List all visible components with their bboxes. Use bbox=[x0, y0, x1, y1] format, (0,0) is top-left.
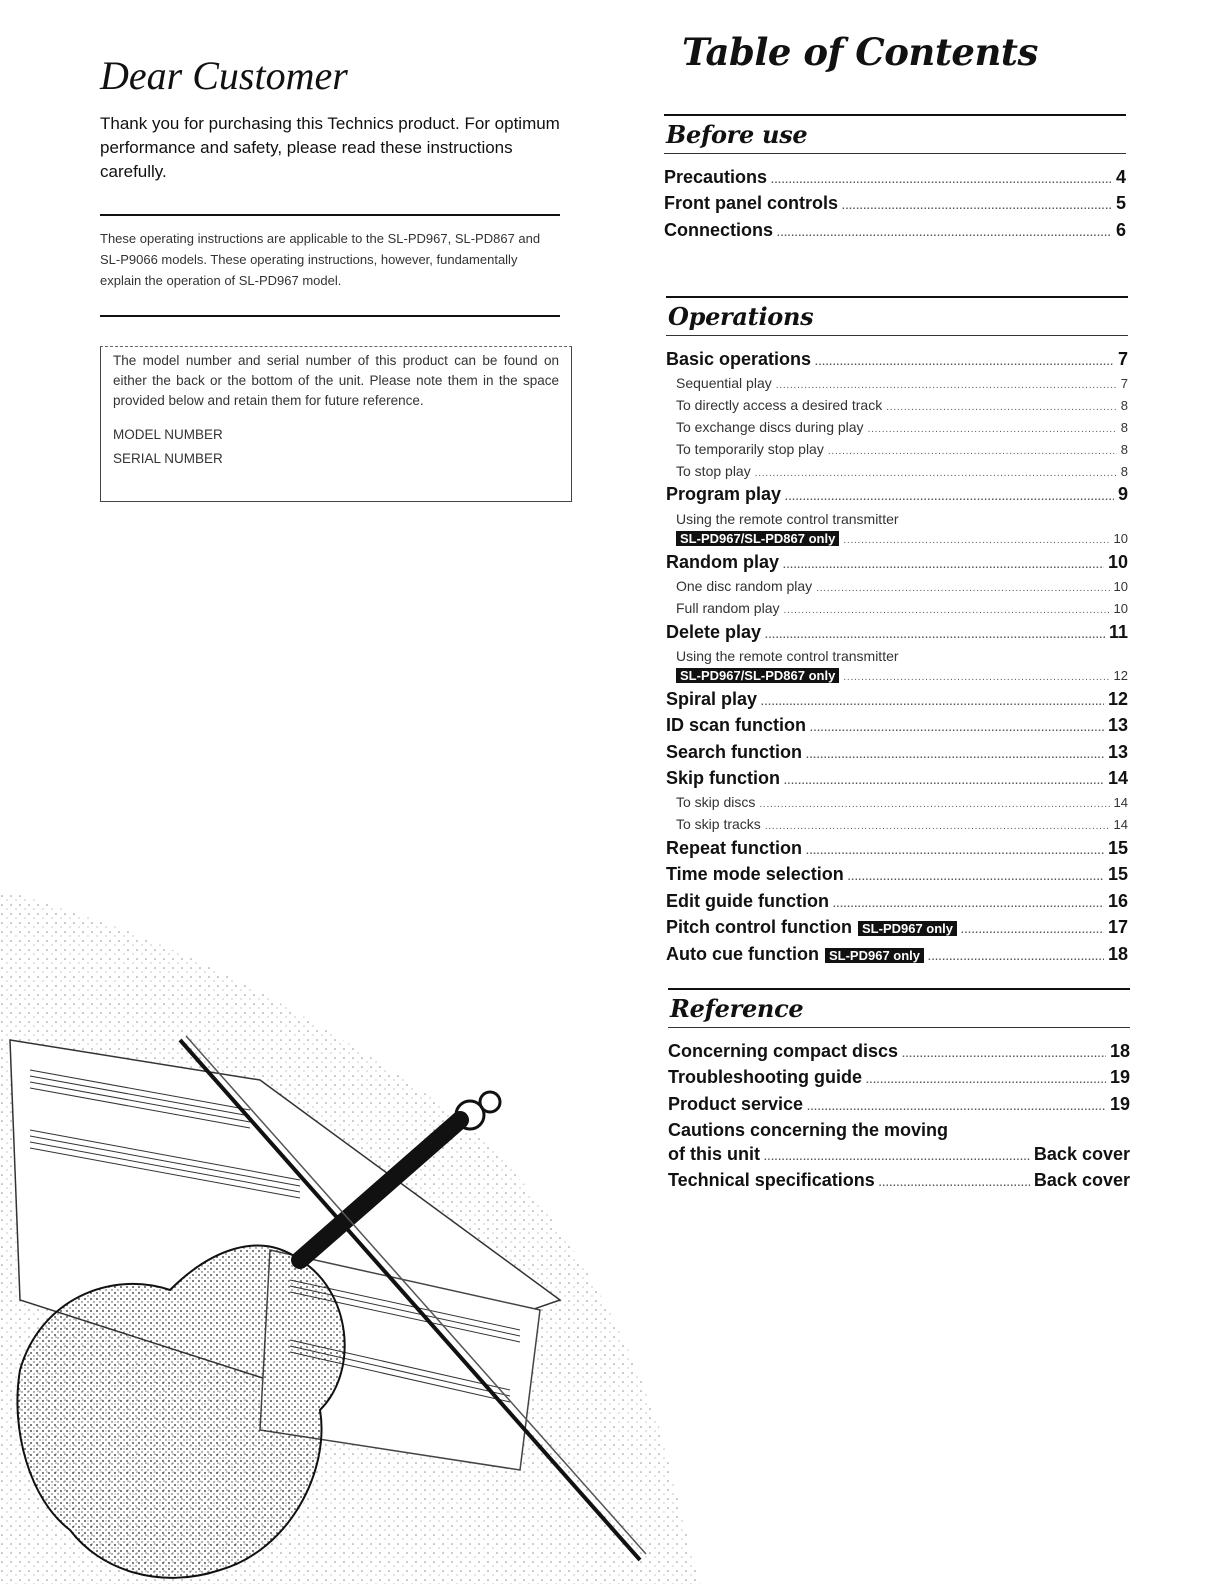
divider bbox=[100, 315, 560, 317]
toc-note: Using the remote control transmitter bbox=[676, 510, 899, 527]
toc-entry[interactable]: Skip function . . . 14 bbox=[666, 767, 1128, 793]
toc-entry[interactable]: Front panel controls . . . 5 bbox=[664, 192, 1126, 218]
toc-entry[interactable]: Precautions . . . 4 bbox=[664, 166, 1126, 192]
toc-entry[interactable]: Technical specifications . . . Back cover bbox=[668, 1169, 1130, 1195]
section-heading: Operations bbox=[668, 302, 814, 331]
toc-entry[interactable]: Pitch control function SL-PD967 only . . . 17 bbox=[666, 916, 1128, 942]
toc-entry[interactable]: Edit guide function . . . 16 bbox=[666, 890, 1128, 916]
toc-entry[interactable]: Troubleshooting guide . . . 19 bbox=[668, 1066, 1130, 1092]
model-badge: SL-PD967/SL-PD867 only bbox=[676, 668, 839, 683]
model-badge: SL-PD967/SL-PD867 only bbox=[676, 531, 839, 546]
toc-subentry[interactable]: To exchange discs during play . . . 8 bbox=[666, 418, 1128, 440]
toc-subentry[interactable]: Full random play . . . 10 bbox=[666, 599, 1128, 621]
dear-customer-heading: Dear Customer bbox=[100, 53, 348, 98]
applicability-note: These operating instructions are applicable to the SL-PD967, SL-PD867 and SL-P9066 models. These operating instructions, however, fundamentally explain the operation of SL-PD967 model. bbox=[100, 231, 541, 288]
model-box-text: The model number and serial number of this product can be found on either the back or the bottom of the unit. Please note them in the space provided below and retain them for future reference. bbox=[113, 353, 559, 408]
model-number-label: MODEL NUMBER bbox=[113, 427, 223, 442]
model-serial-box bbox=[100, 346, 572, 502]
toc-entry[interactable]: of this unit . . . Back cover bbox=[668, 1143, 1130, 1169]
model-badge: SL-PD967 only bbox=[825, 948, 924, 963]
toc-subentry[interactable]: To skip discs . . . 14 bbox=[666, 793, 1128, 815]
toc-section-operations bbox=[666, 296, 1128, 969]
section-heading: Before use bbox=[666, 120, 808, 149]
toc-entry[interactable]: Program play . . . 9 bbox=[666, 483, 1128, 509]
serial-number-label: SERIAL NUMBER bbox=[113, 451, 223, 466]
model-badge: SL-PD967 only bbox=[858, 921, 957, 936]
toc-entry[interactable]: Search function . . . 13 bbox=[666, 741, 1128, 767]
toc-entry[interactable]: Spiral play . . . 12 bbox=[666, 688, 1128, 714]
toc-subentry[interactable]: To temporarily stop play . . . 8 bbox=[666, 440, 1128, 462]
toc-subentry[interactable]: SL-PD967/SL-PD867 only . . . 12 bbox=[666, 666, 1128, 688]
toc-title: Table of Contents bbox=[682, 30, 1038, 74]
toc-subentry[interactable]: To skip tracks . . . 14 bbox=[666, 815, 1128, 837]
toc-entry[interactable]: Basic operations . . . 7 bbox=[666, 348, 1128, 374]
violin-illustration bbox=[0, 830, 700, 1584]
toc-section-reference bbox=[668, 988, 1130, 1195]
toc-entry[interactable]: Delete play . . . 11 bbox=[666, 621, 1128, 647]
toc-entry[interactable]: Concerning compact discs . . . 18 bbox=[668, 1040, 1130, 1066]
toc-note: Using the remote control transmitter bbox=[676, 648, 899, 664]
toc-subentry[interactable]: SL-PD967/SL-PD867 only . . . 10 bbox=[666, 529, 1128, 551]
toc-entry[interactable]: Product service . . . 19 bbox=[668, 1093, 1130, 1119]
toc-entry[interactable]: Repeat function . . . 15 bbox=[666, 837, 1128, 863]
toc-subentry[interactable]: To directly access a desired track . . . 8 bbox=[666, 396, 1128, 418]
toc-subentry[interactable]: Sequential play . . . 7 bbox=[666, 374, 1128, 396]
toc-entry[interactable]: Connections . . . 6 bbox=[664, 219, 1126, 245]
toc-subentry[interactable]: To stop play . . . 8 bbox=[666, 462, 1128, 484]
toc-entry[interactable]: Time mode selection . . . 15 bbox=[666, 863, 1128, 889]
intro-text: Thank you for purchasing this Technics product. For optimum performance and safety, please read these instructions carefully. bbox=[100, 114, 560, 181]
toc-entry[interactable]: Random play . . . 10 bbox=[666, 551, 1128, 577]
toc-entry-line[interactable]: Cautions concerning the moving bbox=[668, 1120, 949, 1141]
divider bbox=[100, 214, 560, 216]
toc-subentry[interactable]: One disc random play . . . 10 bbox=[666, 577, 1128, 599]
toc-entry[interactable]: ID scan function . . . 13 bbox=[666, 714, 1128, 740]
toc-entry[interactable]: Auto cue function SL-PD967 only . . . 18 bbox=[666, 943, 1128, 969]
section-heading: Reference bbox=[670, 994, 804, 1023]
toc-section-before-use bbox=[664, 114, 1126, 245]
